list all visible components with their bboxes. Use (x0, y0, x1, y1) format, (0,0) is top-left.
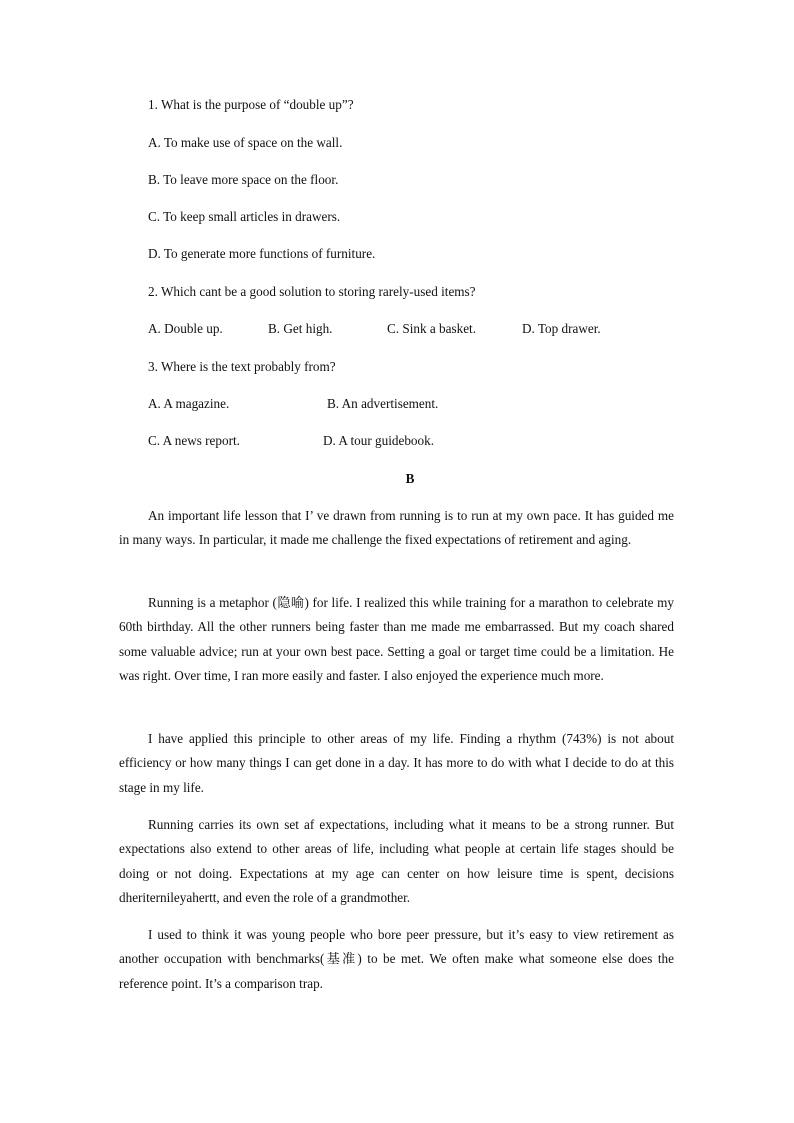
question-1-stem: 1. What is the purpose of “double up”? (148, 97, 354, 112)
question-1-option-d: D. To generate more functions of furniture. (148, 246, 376, 261)
question-3-stem: 3. Where is the text probably from? (148, 359, 336, 374)
question-3-option-a: A. A magazine. (148, 396, 230, 411)
section-label: B (405, 471, 415, 486)
passage-paragraph-5: I used to think it was young people who bore peer pressure, but it’s easy to view retirement as another occupation with benchmarks(基准) to be met. We often make what someone else does the reference point. It’s a comparison trap. (119, 927, 674, 991)
question-1-option-c: C. To keep small articles in drawers. (148, 209, 341, 224)
passage-paragraph-4: Running carries its own set af expectations, including what it means to be a strong runner. But expectations also extend to other areas of life, including what people at certain life stages should be doing or not doing. Expectations at my age can center on how leisure time is spent, decisions dheriternileyahertt, and even the role of a grandmother. (119, 817, 674, 906)
question-2-option-a: A. Double up. (148, 321, 223, 336)
passage-paragraph-2: Running is a metaphor (隐喻) for life. I realized this while training for a marathon to celebrate my 60th birthday. All the other runners being faster than me made me embarrassed. But my coach shared some valuable advice; run at your own best pace. Setting a goal or target time could be a limitation. He was right. Over time, I ran more easily and faster. I also enjoyed the experience much more. (119, 595, 674, 684)
question-1-option-a: A. To make use of space on the wall. (148, 135, 343, 150)
question-1-option-b: B. To leave more space on the floor. (148, 172, 339, 187)
passage-paragraph-1: An important life lesson that I’ ve drawn from running is to run at my own pace. It has guided me in many ways. In particular, it made me challenge the fixed expectations of retirement and aging. (119, 508, 674, 548)
question-2-stem: 2. Which cant be a good solution to storing rarely-used items? (148, 284, 476, 299)
question-2-option-c: C. Sink a basket. (387, 321, 477, 336)
question-3-option-d: D. A tour guidebook. (323, 433, 434, 448)
question-2-option-d: D. Top drawer. (522, 321, 601, 336)
passage-paragraph-3: I have applied this principle to other areas of my life. Finding a rhythm (743%) is not about efficiency or how many things I can get done in a day. It has more to do with what I decide to do at this stage in my life. (119, 731, 674, 795)
question-2-option-b: B. Get high. (268, 321, 333, 336)
question-3-option-b: B. An advertisement. (327, 396, 439, 411)
question-3-option-c: C. A news report. (148, 433, 240, 448)
